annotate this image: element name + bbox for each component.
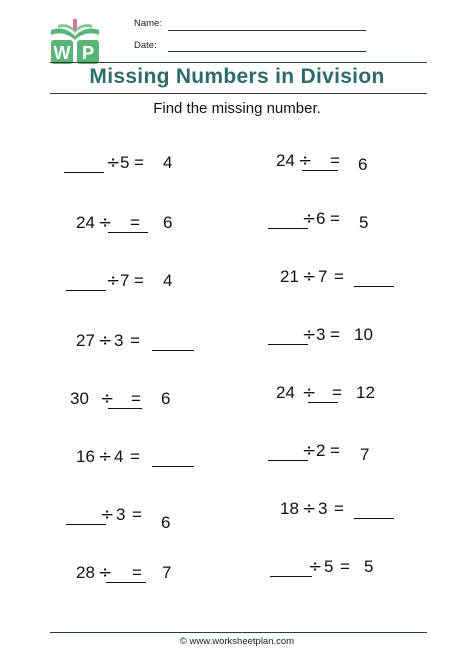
dividend: 24: [276, 383, 295, 402]
equals-sign: =: [332, 383, 342, 402]
answer-blank[interactable]: [152, 350, 194, 351]
quotient: 7: [360, 445, 370, 464]
problem-3: [76, 212, 196, 236]
division-sign: ÷: [298, 151, 313, 171]
problem-9: [70, 388, 200, 412]
footer-site-link[interactable]: www.worksheetplan.com: [189, 636, 295, 647]
problem-7: [76, 330, 206, 354]
quotient: 6: [358, 155, 368, 174]
division-sign: ÷: [106, 271, 121, 291]
equals-sign: =: [132, 563, 142, 582]
equals-sign: =: [334, 499, 344, 518]
name-label: Name:: [134, 18, 162, 29]
divisor: 5: [120, 153, 130, 172]
problem-13: [64, 504, 194, 532]
date-field[interactable]: [168, 51, 366, 52]
equals-sign: =: [334, 267, 344, 286]
division-sign: ÷: [302, 267, 317, 287]
problem-1: [62, 152, 192, 176]
division-sign: ÷: [98, 447, 113, 467]
answer-blank[interactable]: [270, 576, 312, 577]
quotient: 6: [161, 513, 171, 532]
equals-sign: =: [340, 557, 350, 576]
problem-4: [268, 208, 388, 232]
division-sign: ÷: [302, 325, 317, 345]
title-top-rule: [50, 62, 427, 63]
division-sign: ÷: [308, 557, 323, 577]
divisor: 2: [316, 441, 326, 460]
dividend: 18: [280, 499, 299, 518]
divisor: 3: [318, 499, 328, 518]
quotient: 12: [356, 383, 375, 402]
equals-sign: =: [330, 325, 340, 344]
dividend: 16: [76, 447, 95, 466]
answer-blank[interactable]: [354, 518, 394, 519]
dividend: 30: [70, 389, 89, 408]
dividend: 24: [76, 213, 95, 232]
page-title: Missing Numbers in Division: [89, 65, 385, 88]
equals-sign: =: [134, 153, 144, 172]
problem-14: [280, 498, 400, 522]
answer-blank[interactable]: [108, 232, 148, 233]
divisor: 3: [316, 325, 326, 344]
equals-sign: =: [130, 331, 140, 350]
quotient: 6: [161, 389, 171, 408]
dividend: 27: [76, 331, 95, 350]
problem-12: [268, 440, 388, 464]
name-field[interactable]: [168, 30, 366, 31]
footer: [0, 636, 474, 647]
division-sign: ÷: [302, 441, 317, 461]
division-sign: ÷: [106, 153, 121, 173]
divisor: 6: [316, 209, 326, 228]
answer-blank[interactable]: [354, 286, 394, 287]
division-sign: ÷: [100, 505, 115, 525]
division-sign: ÷: [98, 331, 113, 351]
equals-sign: =: [131, 389, 141, 408]
divisor: 3: [116, 505, 126, 524]
division-sign: ÷: [302, 499, 317, 519]
logo-letter-w: W: [53, 43, 71, 63]
problem-11: [76, 446, 206, 470]
problem-6: [280, 266, 400, 290]
answer-blank[interactable]: [152, 466, 194, 467]
dividend: 21: [280, 267, 299, 286]
divisor: 4: [114, 447, 124, 466]
dividend: 28: [76, 563, 95, 582]
equals-sign: =: [330, 151, 340, 170]
quotient: 5: [359, 213, 369, 232]
problem-16: [270, 556, 390, 580]
quotient: 4: [163, 271, 173, 290]
footer-rule: [50, 632, 427, 633]
equals-sign: =: [130, 213, 140, 232]
copyright-symbol: ©: [179, 636, 187, 647]
answer-blank[interactable]: [66, 290, 106, 291]
equals-sign: =: [330, 441, 340, 460]
equals-sign: =: [130, 447, 140, 466]
dividend: 24: [276, 151, 295, 170]
divisor: 3: [114, 331, 124, 350]
division-sign: ÷: [302, 383, 317, 403]
problem-2: [276, 150, 396, 174]
title-bottom-rule: [50, 93, 427, 94]
logo-letter-p: P: [81, 43, 95, 63]
equals-sign: =: [134, 271, 144, 290]
problem-15: [76, 562, 206, 586]
divisor: 7: [120, 271, 130, 290]
division-sign: ÷: [98, 213, 113, 233]
quotient: 7: [162, 563, 172, 582]
date-label: Date:: [134, 40, 157, 51]
division-sign: ÷: [100, 389, 115, 409]
divisor: 7: [318, 267, 328, 286]
problem-5: [64, 270, 194, 294]
quotient: 4: [163, 153, 173, 172]
quotient: 10: [354, 325, 373, 344]
division-sign: ÷: [98, 563, 113, 583]
divisor: 5: [324, 557, 334, 576]
problem-8: [268, 324, 388, 348]
equals-sign: =: [132, 505, 142, 524]
problem-10: [276, 382, 396, 406]
answer-blank[interactable]: [64, 172, 104, 173]
quotient: 6: [163, 213, 173, 232]
division-sign: ÷: [302, 209, 317, 229]
quotient: 5: [364, 557, 374, 576]
equals-sign: =: [330, 209, 340, 228]
instructions: Find the missing number.: [153, 100, 321, 117]
